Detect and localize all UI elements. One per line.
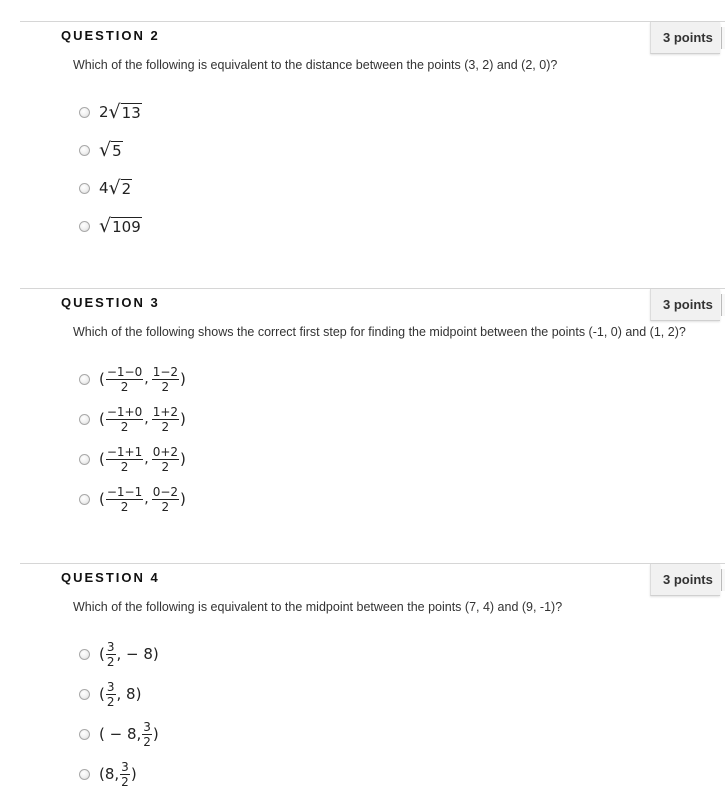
answer-option-b[interactable] — [79, 404, 186, 434]
denominator: 2 — [106, 654, 115, 669]
answer-math — [99, 100, 142, 123]
numerator: 3 — [143, 719, 151, 734]
answer-math — [99, 366, 186, 393]
fraction-x — [106, 366, 143, 393]
open-paren: ( — [99, 645, 105, 663]
denominator: 2 — [143, 734, 151, 749]
points-badge: 3 points — [650, 289, 720, 321]
answer-option-c[interactable] — [79, 444, 186, 474]
numerator: −1+1 — [106, 444, 143, 459]
radio-button[interactable] — [79, 649, 90, 660]
open-paren: ( — [99, 370, 105, 388]
numerator: 1+2 — [152, 404, 179, 419]
open-paren: ( − 8, — [99, 725, 142, 743]
question-divider — [20, 288, 725, 289]
numerator: −1+0 — [106, 404, 143, 419]
fraction — [106, 641, 116, 668]
square-root — [108, 176, 133, 199]
answer-math — [99, 681, 141, 708]
denominator: 2 — [120, 459, 129, 474]
radical-sign-icon: √ — [99, 214, 112, 237]
answer-option-a[interactable] — [79, 364, 186, 394]
expression-rest: ) — [130, 765, 137, 783]
radicand: 109 — [112, 217, 141, 236]
points-badge: 3 points — [650, 564, 720, 596]
radio-button[interactable] — [79, 183, 90, 194]
denominator: 2 — [120, 499, 129, 514]
answer-option-d[interactable] — [79, 215, 142, 237]
answer-option-d[interactable] — [79, 759, 137, 789]
fraction — [106, 681, 116, 708]
square-root — [99, 138, 123, 161]
fraction-x — [106, 486, 143, 513]
question-title: QUESTION 3 — [61, 295, 160, 310]
denominator: 2 — [120, 379, 129, 394]
question-divider — [20, 563, 725, 564]
question-title: QUESTION 2 — [61, 28, 160, 43]
fraction-y — [152, 446, 179, 473]
radical-sign-icon: √ — [108, 100, 121, 123]
sqrt-coefficient: 4 — [99, 179, 109, 197]
comma: , — [144, 411, 149, 427]
comma: , — [144, 451, 149, 467]
denominator: 2 — [161, 499, 170, 514]
answer-math — [99, 176, 132, 199]
radical-sign-icon: √ — [108, 176, 121, 199]
radio-button[interactable] — [79, 769, 90, 780]
denominator: 2 — [161, 459, 170, 474]
fraction-y — [152, 366, 179, 393]
open-paren: ( — [99, 410, 105, 428]
answer-option-a[interactable] — [79, 101, 142, 123]
expression-rest: , 8) — [116, 685, 142, 703]
points-badge-edge — [721, 294, 725, 316]
question-prompt: Which of the following is equivalent to the midpoint between the points (7, 4) and (9, -1)? — [73, 600, 563, 614]
fraction — [142, 721, 152, 748]
radicand: 5 — [112, 141, 122, 160]
open-paren: ( — [99, 450, 105, 468]
answer-math — [99, 406, 186, 433]
answer-option-c[interactable] — [79, 177, 132, 199]
answer-math — [99, 761, 137, 788]
fraction-x — [106, 406, 143, 433]
answer-option-c[interactable] — [79, 719, 159, 749]
open-paren: (8, — [99, 765, 120, 783]
answer-option-d[interactable] — [79, 484, 186, 514]
close-paren: ) — [180, 410, 186, 428]
radical-sign-icon: √ — [99, 138, 112, 161]
open-paren: ( — [99, 685, 105, 703]
radio-button[interactable] — [79, 494, 90, 505]
answer-option-b[interactable] — [79, 139, 123, 161]
open-paren: ( — [99, 490, 105, 508]
expression-rest: , − 8) — [116, 645, 159, 663]
question-prompt: Which of the following is equivalent to the distance between the points (3, 2) and (2, 0)? — [73, 58, 558, 72]
radio-button[interactable] — [79, 414, 90, 425]
answer-math — [99, 721, 159, 748]
square-root — [108, 100, 142, 123]
radio-button[interactable] — [79, 374, 90, 385]
close-paren: ) — [180, 370, 186, 388]
fraction-x — [106, 446, 143, 473]
square-root — [99, 214, 142, 237]
numerator: 0+2 — [152, 444, 179, 459]
answer-math — [99, 641, 159, 668]
answer-math — [99, 486, 186, 513]
denominator: 2 — [161, 419, 170, 434]
comma: , — [144, 371, 149, 387]
question-title: QUESTION 4 — [61, 570, 160, 585]
fraction-y — [152, 406, 179, 433]
answer-math — [99, 138, 123, 161]
close-paren: ) — [180, 450, 186, 468]
answer-option-a[interactable] — [79, 639, 159, 669]
sqrt-coefficient: 2 — [99, 103, 109, 121]
denominator: 2 — [120, 419, 129, 434]
radio-button[interactable] — [79, 221, 90, 232]
denominator: 2 — [121, 774, 129, 789]
radio-button[interactable] — [79, 145, 90, 156]
close-paren: ) — [180, 490, 186, 508]
numerator: 3 — [106, 679, 115, 694]
denominator: 2 — [161, 379, 170, 394]
radio-button[interactable] — [79, 107, 90, 118]
answer-math — [99, 214, 142, 237]
numerator: −1−1 — [106, 484, 143, 499]
radio-button[interactable] — [79, 729, 90, 740]
comma: , — [144, 491, 149, 507]
radicand: 2 — [121, 179, 132, 198]
question-prompt: Which of the following shows the correct first step for finding the midpoint between the points (-1, 0) and (1, 2)? — [73, 325, 686, 339]
denominator: 2 — [106, 694, 115, 709]
radicand: 13 — [121, 103, 141, 122]
numerator: 3 — [121, 759, 129, 774]
fraction — [120, 761, 130, 788]
radio-button[interactable] — [79, 689, 90, 700]
numerator: 1−2 — [152, 364, 179, 379]
numerator: 0−2 — [152, 484, 179, 499]
answer-option-b[interactable] — [79, 679, 142, 709]
question-divider — [20, 21, 725, 22]
expression-rest: ) — [152, 725, 159, 743]
points-badge-edge — [721, 27, 725, 49]
points-badge: 3 points — [650, 22, 720, 54]
fraction-y — [152, 486, 179, 513]
answer-math — [99, 446, 186, 473]
numerator: 3 — [106, 639, 115, 654]
points-badge-edge — [721, 569, 725, 591]
numerator: −1−0 — [106, 364, 143, 379]
radio-button[interactable] — [79, 454, 90, 465]
